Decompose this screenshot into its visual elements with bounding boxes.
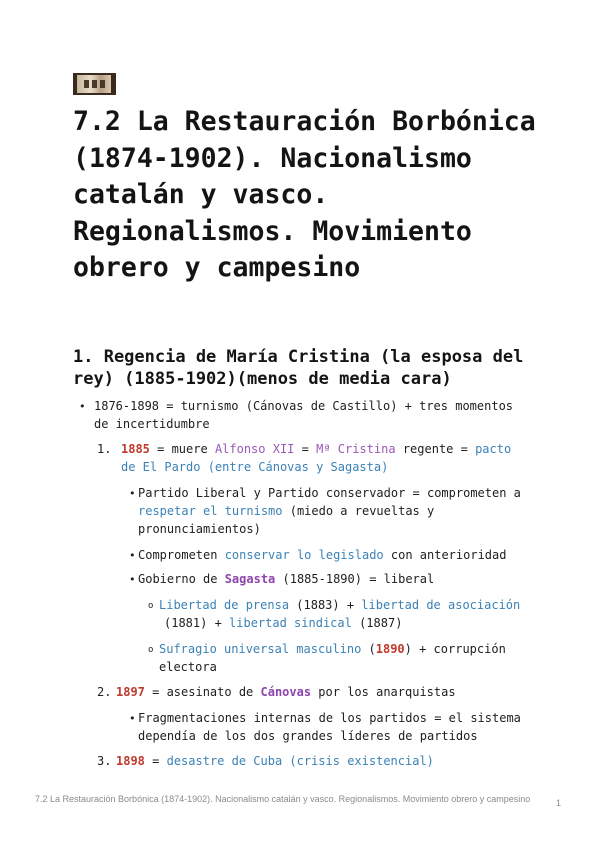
- page-footer: 7.2 La Restauración Borbónica (1874-1902). Nacionalismo catalán y vasco. Regionalismos. Movimiento obrero y campesino: [35, 794, 531, 804]
- desastre-cuba-link[interactable]: desastre de Cuba (crisis existencial): [166, 754, 434, 768]
- bullet-marker: •: [79, 400, 86, 413]
- libertad-asociacion-link[interactable]: libertad de asociación: [361, 598, 521, 612]
- section-heading: 1. Regencia de María Cristina (la esposa del rey) (1885-1902)(menos de media cara): [73, 347, 524, 389]
- bullet-marker: •: [129, 573, 136, 586]
- list-item: Gobierno de Sagasta (1885-1890) = liberal: [138, 572, 435, 586]
- page-number: 1: [556, 798, 562, 808]
- list-item: Sufragio universal masculino (1890) + corrupción electora: [159, 642, 506, 674]
- list-item: Fragmentaciones internas de los partidos = el sistema dependía de los dos grandes líderes de partidos: [138, 711, 521, 743]
- circle-bullet-marker: o: [148, 601, 154, 611]
- header-image: [73, 73, 116, 95]
- page-title: 7.2 La Restauración Borbónica (1874-1902). Nacionalismo catalán y vasco. Regionalismos. Movimiento obrero y campesino: [73, 106, 536, 283]
- list-item: 1885 = muere Alfonso XII = Mª Cristina regente = pacto de El Pardo (entre Cánovas y Sagasta): [121, 442, 512, 474]
- list-number: 1.: [97, 442, 112, 456]
- turnismo-link[interactable]: respetar el turnismo: [138, 504, 283, 518]
- list-item: 1898 = desastre de Cuba (crisis existencial): [116, 754, 434, 768]
- sufragio-link[interactable]: Sufragio universal masculino: [159, 642, 362, 656]
- list-item: 1897 = asesinato de Cánovas por los anarquistas: [116, 685, 456, 699]
- legislado-link[interactable]: conservar lo legislado: [224, 548, 384, 562]
- bullet-marker: •: [129, 487, 136, 500]
- bullet-marker: •: [129, 712, 136, 725]
- list-item: 1876-1898 = turnismo (Cánovas de Castillo) + tres momentos de incertidumbre: [94, 399, 514, 431]
- list-number: 2.: [97, 685, 112, 699]
- list-number: 3.: [97, 754, 112, 768]
- list-item: Libertad de prensa (1883) + libertad de asociación (1881) + libertad sindical (1887): [159, 598, 521, 630]
- list-item: Comprometen conservar lo legislado con anterioridad: [138, 548, 507, 562]
- bullet-marker: •: [129, 549, 136, 562]
- libertad-sindical-link[interactable]: libertad sindical: [229, 616, 352, 630]
- list-item: Partido Liberal y Partido conservador = comprometen a respetar el turnismo (miedo a revueltas y pronunciamientos): [138, 486, 521, 536]
- circle-bullet-marker: o: [148, 645, 154, 655]
- libertad-prensa-link[interactable]: Libertad de prensa: [159, 598, 290, 612]
- pacto-link[interactable]: pacto de El Pardo (entre Cánovas y Sagasta): [121, 442, 512, 474]
